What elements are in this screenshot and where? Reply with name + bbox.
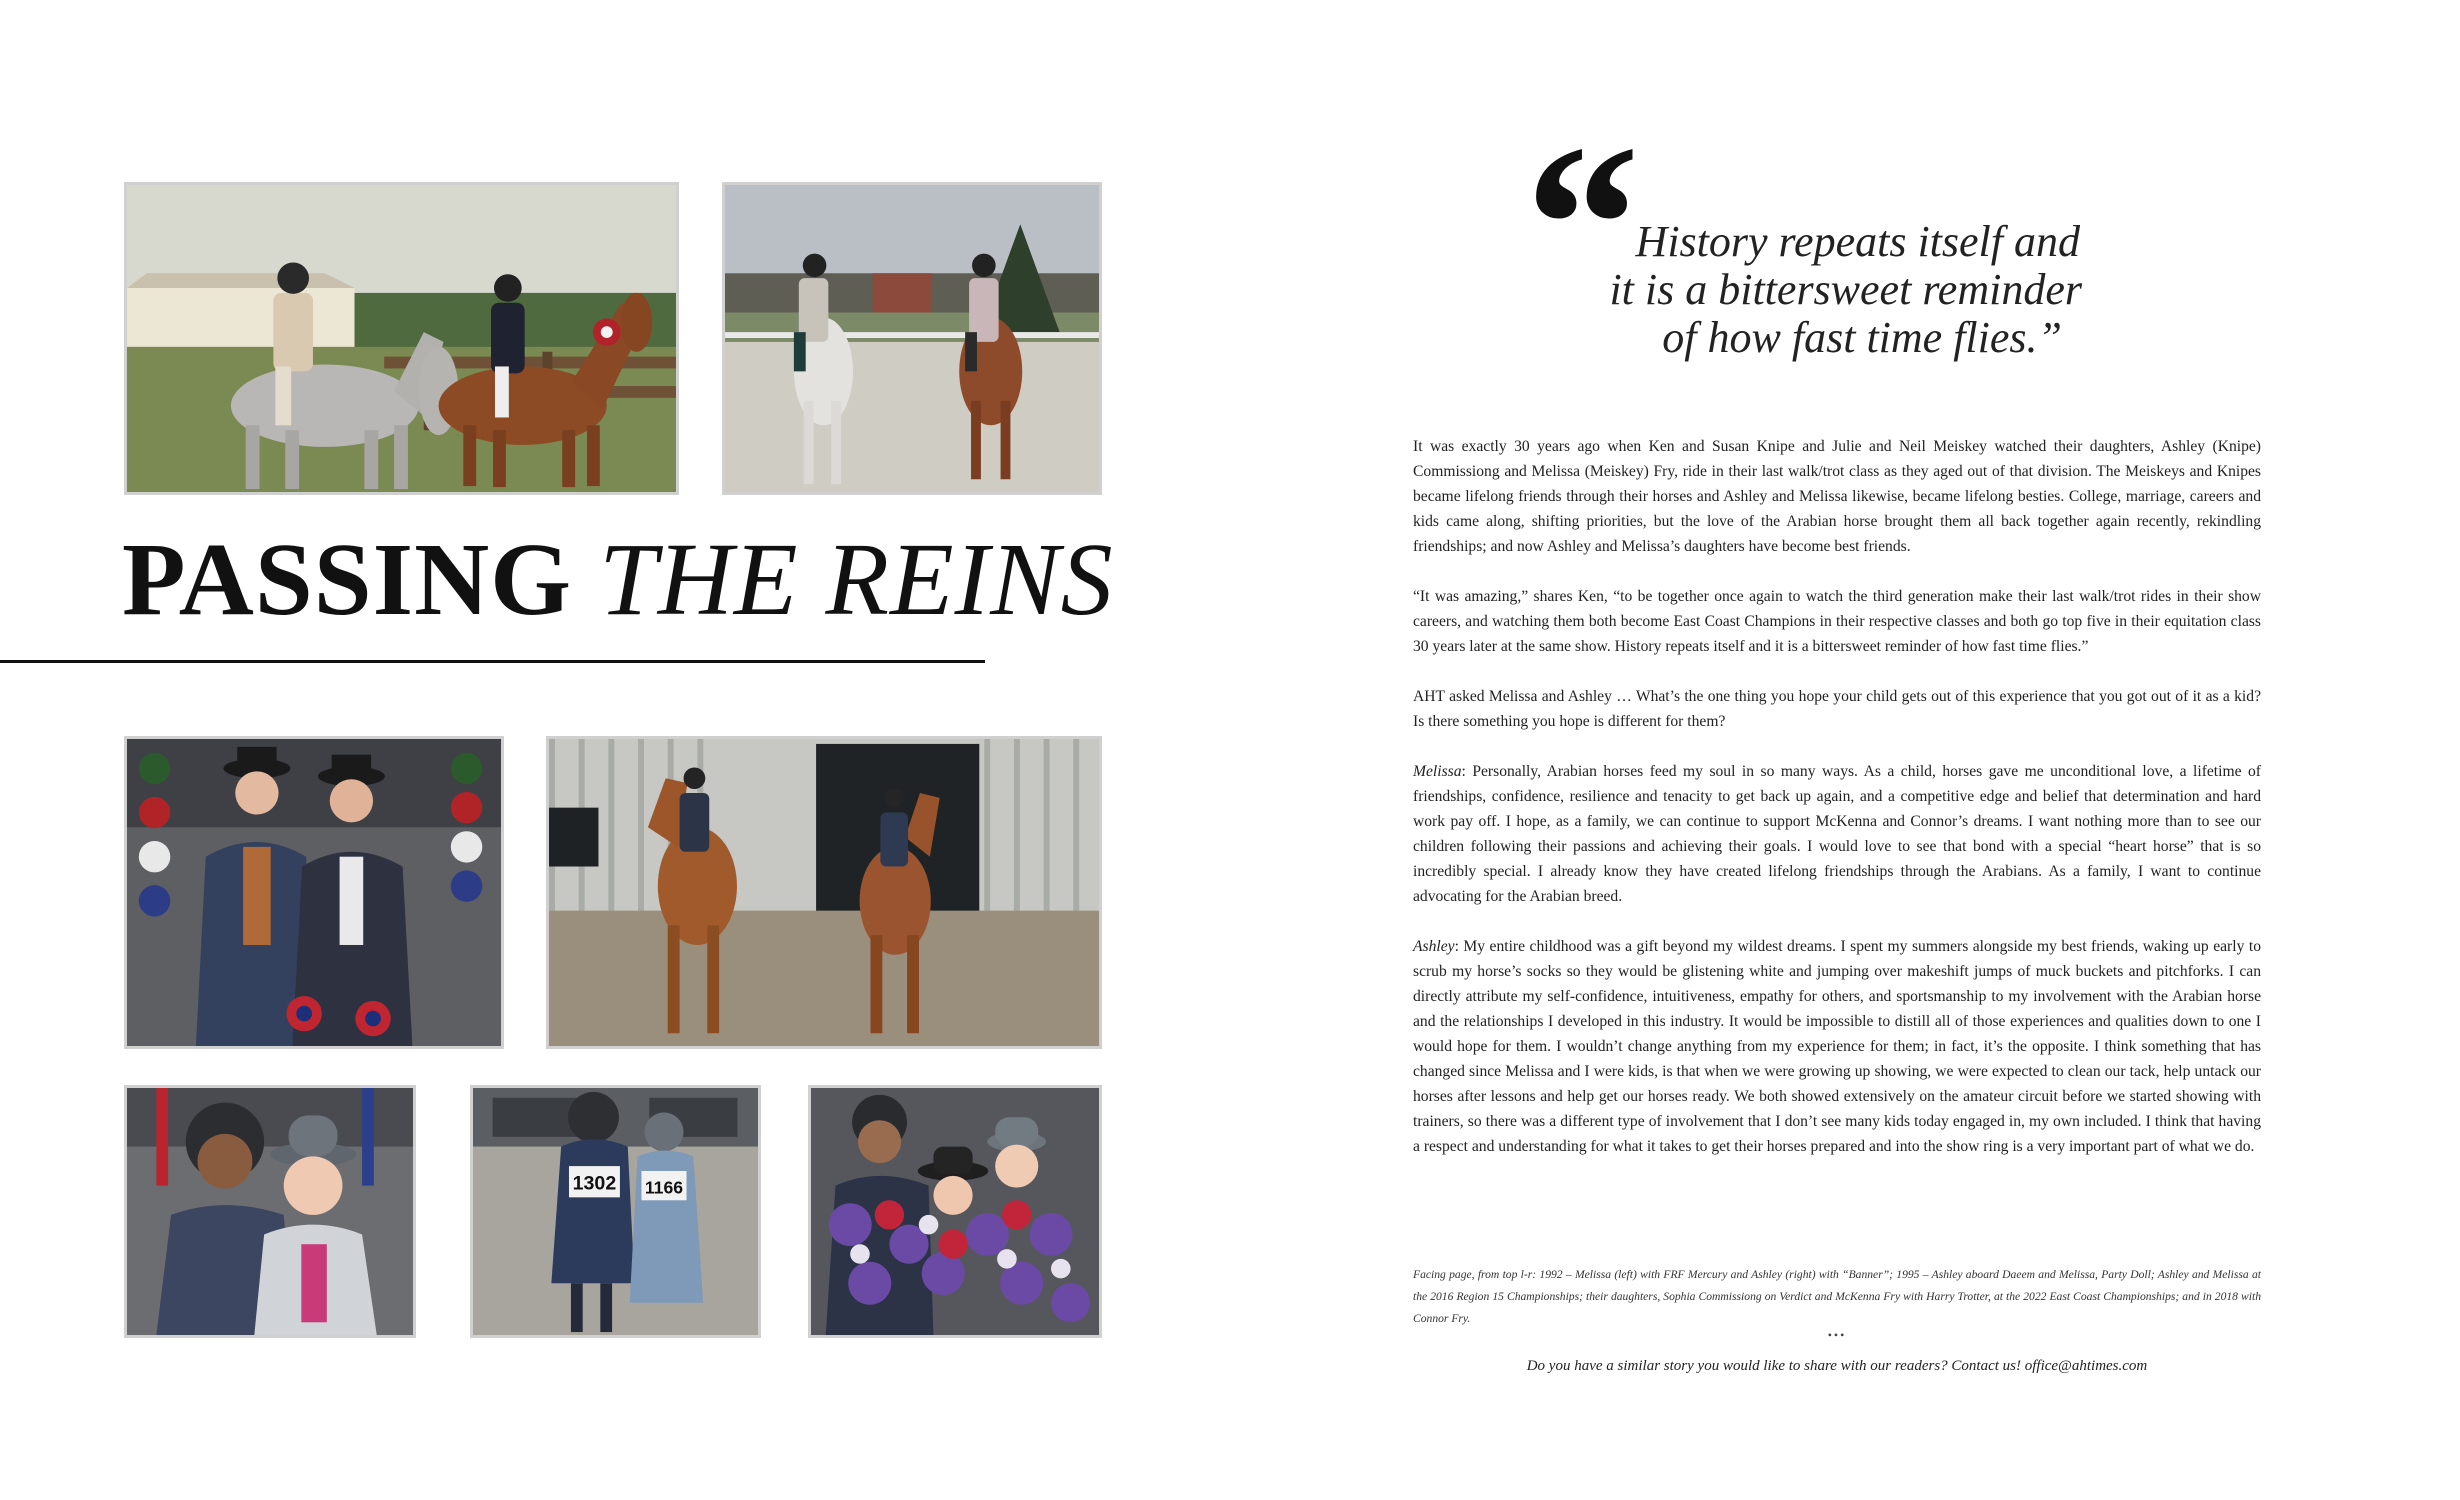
melissa-answer: : Personally, Arabian horses feed my soul in so many ways. As a child, horses gave me unconditional love, a lifetime of friendships, confidence, resilience and tenacity to get back up again, and a competitive edge and belief that determination and hard work pay off. I hope, as a family, we can continue to support McKenna and Connor’s dreams. I want nothing more than to see our children following their passions and achieving their goals. I would love to see that bond with a special “heart horse” that is so incredibly special. I already know they have created lifelong friendships through the Arabians. As a family, I want to continue advocating for the Arabian breed. [1413, 763, 2261, 905]
photo-kids-garlands [808, 1085, 1102, 1338]
section-divider: ••• [1827, 1328, 1847, 1342]
photo-2022-daughters-horses [546, 736, 1102, 1049]
pull-quote-line-2: it is a bittersweet reminder [1609, 265, 2082, 314]
title-rule [0, 660, 985, 663]
quote-mark-icon: “ [1525, 97, 1640, 352]
speaker-ashley: Ashley [1413, 938, 1455, 955]
paragraph-intro: It was exactly 30 years ago when Ken and Susan Knipe and Julie and Neil Meiskey watched their daughters, Ashley (Knipe) Commissiong and Melissa (Meiskey) Fry, ride in their last walk/trot class as they aged out of that division. The Meiskeys and Knipes became lifelong friends through their horses and Ashley and Melissa likewise, became lifelong besties. College, marriage, careers and kids came along, shifting priorities, but the love of the Arabian horse brought them all back together again recently, rekindling friendships; and now Ashley and Melissa’s daughters have become best friends. [1413, 438, 2261, 555]
ashley-answer: : My entire childhood was a gift beyond my wildest dreams. I spent my summers alongside my best friends, waking up early to scrub my horse’s socks so they would be glistening white and jumping over makeshift jumps of muck buckets and pitchforks. I can directly attribute my self-confidence, intuitiveness, empathy for others, and sportsmanship to my involvement with the Arabian horse and the relationships I developed in this industry. It would be impossible to distill all of those experiences and qualities down to one I would hope for them. I wouldn’t change anything from my experience for them; in fact, it’s the opposite. I think something that has changed since Melissa and I were kids, is that when we were growing up showing, we were expected to clean our tack, help untack our horses after lessons and help get our horses ready. We both showed extensively on the amateur circuit before we started showing with trainers, so there was a different type of involvement that I don’t see many kids today engaged in, my own included. I think that having a respect and understanding for what it takes to get their horses prepared and into the show ring is a very important part of what we do. [1413, 938, 2261, 1155]
article-body [1413, 434, 2261, 1184]
speaker-melissa: Melissa [1413, 763, 1462, 780]
page-title [122, 520, 1114, 639]
paragraph-ken-quote: “It was amazing,” shares Ken, “to be together once again to watch the third generation make their last walk/trot rides in their show careers, and watching them both become East Coast Champions in their respective classes and both go top five in their equitation class 30 years later at the same show. History repeats itself and it is a bittersweet reminder of how fast time flies.” [1413, 588, 2261, 655]
photo-1992-riders [124, 182, 679, 495]
photo-2018-kids-helmets [124, 1085, 416, 1338]
photo-kids-walking-bibs [470, 1085, 761, 1338]
paragraph-melissa [1413, 759, 2261, 909]
title-part-1: PASSING [122, 522, 573, 637]
bib-1166-label: 1166 [644, 1177, 684, 1198]
pull-quote-line-1: History repeats itself and [1635, 217, 2080, 266]
paragraph-ashley [1413, 934, 2261, 1159]
pull-quote-line-3: of how fast time flies.” [1662, 313, 2062, 362]
paragraph-question: AHT asked Melissa and Ashley … What’s the one thing you hope your child gets out of this experience that you got out of it as a kid? Is there something you hope is different for them? [1413, 688, 2261, 730]
contact-line: Do you have a similar story you would like to share with our readers? Contact us! office@ahtimes.com [1526, 1358, 2148, 1374]
photo-1995-riders [722, 182, 1102, 495]
photo-caption: Facing page, from top l-r: 1992 – Melissa (left) with FRF Mercury and Ashley (right) with “Banner”; 1995 – Ashley aboard Daeem and Melissa, Party Doll; Ashley and Melissa at the 2016 Region 15 Championships; their daughters, Sophia Commissiong on Verdict and McKenna Fry with Harry Trotter, at the 2022 East Coast Championships; and in 2018 with Connor Fry. [1413, 1268, 2261, 1325]
photo-2016-ashley-melissa [124, 736, 504, 1049]
pull-quote [1609, 218, 2080, 362]
title-part-2: THE REINS [599, 522, 1114, 637]
bib-1302-label: 1302 [572, 1172, 617, 1195]
